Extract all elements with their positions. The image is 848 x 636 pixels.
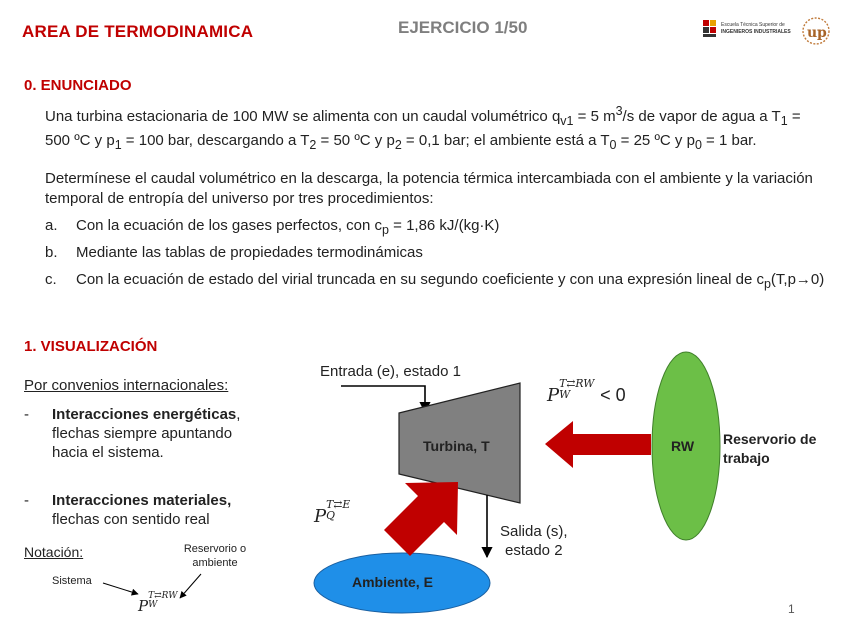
- subscript: 2: [394, 138, 402, 152]
- text-run: = 1,86 kJ/(kg·K): [388, 217, 500, 234]
- inlet-arrow: [341, 386, 425, 412]
- symbol-sub: Q: [326, 508, 335, 522]
- notation-reservoir-arrow: [180, 574, 201, 598]
- outlet-label: [500, 522, 568, 560]
- symbol-sub: W: [148, 600, 158, 611]
- section-heading-visualizacion: 1. VISUALIZACIÓN: [24, 338, 158, 355]
- subscript: 1: [114, 138, 122, 152]
- symbol-sub: W: [559, 387, 571, 401]
- subscript: 0: [609, 138, 617, 152]
- reservoir-label: Reservorio de trabajo: [723, 431, 817, 466]
- subscript: 0: [694, 138, 702, 152]
- header-title: AREA DE TERMODINAMICA: [22, 22, 254, 41]
- bullet-dash: -: [24, 492, 29, 509]
- symbol-base: P: [314, 506, 327, 527]
- text-run: = 50 ºC y p: [316, 132, 395, 149]
- text-run: = 0,1 bar; el ambiente está a T: [401, 132, 610, 149]
- svg-text:u: u: [807, 25, 818, 41]
- exercise-number: EJERCICIO 1/50: [398, 18, 528, 37]
- text-run: /s de vapor de agua a T: [622, 108, 781, 125]
- text-run: = 25 ºC y p: [616, 132, 695, 149]
- task-paragraph: Determínese el caudal volumétrico en la descarga, la potencia térmica intercambiada con el ambiente y la variación temporal de entropía del universo por tres procedimientos:: [45, 170, 813, 207]
- notation-label: Notación:: [24, 544, 84, 560]
- page-number: 1: [788, 602, 795, 616]
- symbol-sup: T⇄RW: [559, 377, 595, 391]
- text-run: Una turbina estacionaria de 100 MW se alimenta con un caudal volumétrico q: [45, 108, 561, 125]
- notation-reservoir-label: Reservorio o ambiente: [183, 543, 247, 569]
- symbol-relation: < 0: [595, 385, 626, 405]
- bullet-bold-text: Interacciones energéticas: [52, 406, 237, 423]
- text-run: = 500 ºC y p: [45, 108, 801, 149]
- turbine-label: Turbina, T: [423, 438, 490, 454]
- logo-line-1: Escuela Técnica Superior de: [721, 22, 785, 28]
- svg-text:p: p: [817, 25, 827, 41]
- list-marker: b.: [45, 244, 58, 261]
- section-heading-enunciado: 0. ENUNCIADO: [24, 77, 132, 94]
- text-run: (T,p→0): [770, 271, 825, 288]
- bullet-bold-text: Interacciones materiales,: [52, 492, 232, 509]
- subscript: p: [382, 223, 389, 237]
- symbol-sup: T⇄E: [326, 498, 351, 512]
- list-marker: a.: [45, 217, 58, 234]
- symbol-sup: T⇄RW: [148, 591, 178, 602]
- text-run: = 5 m: [573, 108, 616, 125]
- ambient-label: Ambiente, E: [352, 574, 433, 590]
- inlet-label: Entrada (e), estado 1: [320, 363, 461, 380]
- bullet-dash: -: [24, 406, 29, 423]
- subscript: v1: [560, 114, 574, 128]
- heat-power-symbol: [314, 498, 362, 527]
- work-power-symbol: [547, 377, 626, 406]
- notation-system-label: Sistema: [52, 575, 92, 587]
- conventions-heading: Por convenios internacionales:: [24, 377, 229, 394]
- subscript: p: [763, 277, 771, 291]
- text-run: Con la ecuación de los gases perfectos, con c: [76, 217, 383, 234]
- text-run: = 1 bar.: [701, 132, 757, 149]
- heat-flow-arrow: [384, 482, 458, 556]
- notation-system-arrow: [103, 583, 138, 594]
- superscript: 3: [615, 104, 623, 118]
- work-flow-arrow: [545, 421, 651, 468]
- symbol-base: P: [547, 385, 560, 406]
- list-item-text: Mediante las tablas de propiedades termodinámicas: [76, 244, 423, 261]
- subscript: 1: [780, 114, 788, 128]
- reservoir-short-label: RW: [671, 438, 695, 454]
- text-run: = 100 bar, descargando a T: [121, 132, 310, 149]
- list-marker: c.: [45, 271, 57, 288]
- logo-line-2: INGENIEROS INDUSTRIALES: [721, 29, 791, 35]
- symbol-base: P: [138, 597, 149, 615]
- bullet-rest-text: , flechas siempre apuntando hacia el sistema.: [52, 406, 241, 461]
- outlet-label-line-1: Salida (s),: [500, 523, 568, 540]
- subscript: 2: [309, 138, 317, 152]
- text-run: Con la ecuación de estado del virial truncada en su segundo coeficiente y con una expresión lineal de c: [76, 271, 764, 288]
- bullet-rest-text: flechas con sentido real: [52, 511, 210, 528]
- outlet-label-line-2: estado 2: [504, 542, 563, 559]
